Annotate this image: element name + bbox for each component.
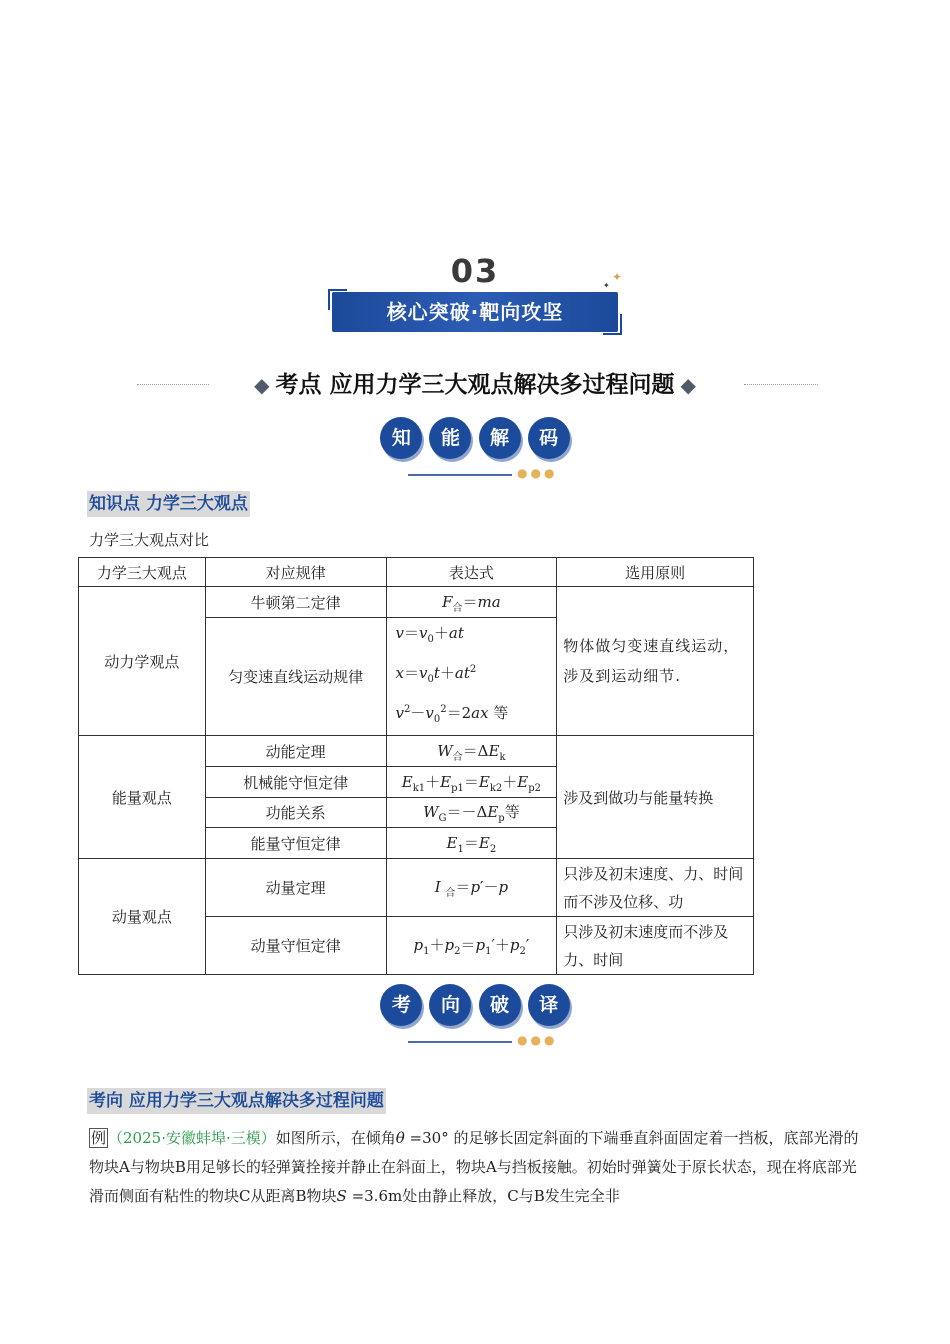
expression: $v=v_0+at$ $x=v_0t+at^2$ $v^2-v_0^2=2ax$ 等 [386, 618, 557, 736]
expression: $E_{k1}+E_{p1}=E_{k2}+E_{p2}$ [386, 767, 557, 798]
topic-title [0, 366, 950, 399]
example-paragraph: 例 （2025·安徽蚌埠·三模）如图所示，在倾角θ =30° 的足够长固定斜面的下端垂直斜面固定着一挡板，底部光滑的物块A与物块B用足够长的轻弹簧拴接并静止在斜面上，物块A与挡板接触。初始时弹簧处于原长状态，现在将底部光滑而侧面有粘性的物块C从距离B物块S =3.6m处由静止释放，C与B发生完全非 [89, 1129, 859, 1205]
expression: $E_1=E_2$ [386, 828, 557, 859]
knowledge-heading: 知识点 力学三大观点 [87, 491, 250, 517]
law-name: 动能定理 [205, 736, 386, 767]
example-label: 例 [91, 1129, 107, 1147]
dots-decoration: ●●● [517, 466, 558, 480]
column-header: 表达式 [386, 558, 557, 587]
law-name: 能量守恒定律 [205, 828, 386, 859]
badge: 破 [479, 984, 521, 1026]
principle: 只涉及初末速度、力、时间而不涉及位移、功 [557, 859, 754, 917]
expression: I $_合$＝p′－p [386, 859, 557, 917]
badge-underline [408, 474, 512, 476]
group-name: 能量观点 [79, 736, 206, 859]
example-source: （2025·安徽蚌埠·三模） [108, 1129, 276, 1147]
section-banner: 核心突破·靶向攻坚 [332, 292, 618, 332]
badge: 考 [380, 984, 422, 1026]
badge: 解 [479, 417, 521, 459]
table-row [79, 736, 754, 767]
column-header: 选用原则 [557, 558, 754, 587]
table-header-row [79, 558, 754, 587]
topic-title-text: 考点 应用力学三大观点解决多过程问题 [275, 372, 675, 398]
badge: 向 [429, 984, 471, 1026]
badge: 码 [528, 417, 570, 459]
table-caption: 力学三大观点对比 [89, 531, 210, 549]
sparkle-icon: ✦ [612, 270, 623, 284]
principle: 物体做匀变速直线运动，涉及到运动细节. [557, 587, 754, 736]
column-header: 力学三大观点 [79, 558, 206, 587]
expression: $p_1+p_2=p_1'+p_2'$ [386, 917, 557, 975]
law-name: 动量守恒定律 [205, 917, 386, 975]
table-row [79, 587, 754, 618]
column-header: 对应规律 [205, 558, 386, 587]
badge: 译 [528, 984, 570, 1026]
section-number: 03 [450, 252, 500, 290]
badge-row-knowledge [0, 417, 950, 459]
principle: 涉及到做功与能量转换 [557, 736, 754, 859]
principle: 只涉及初末速度而不涉及力、时间 [557, 917, 754, 975]
table-row [79, 859, 754, 917]
dots-decoration: ●●● [517, 1033, 558, 1047]
expression: $F_合=ma$ [386, 587, 557, 618]
group-name: 动力学观点 [79, 587, 206, 736]
diamond-icon: ◆ [680, 373, 696, 397]
expression: $W_G=-\Delta E_p$等 [386, 798, 557, 828]
sparkle-icon: ✦ [603, 281, 610, 290]
direction-heading: 考向 应用力学三大观点解决多过程问题 [87, 1088, 386, 1114]
law-name: 匀变速直线运动规律 [205, 618, 386, 736]
badge-underline [408, 1041, 512, 1043]
diamond-icon: ◆ [254, 373, 270, 397]
badge: 知 [380, 417, 422, 459]
law-name: 功能关系 [205, 798, 386, 828]
group-name: 动量观点 [79, 859, 206, 975]
badge: 能 [429, 417, 471, 459]
comparison-table [78, 557, 754, 975]
badge-row-direction [0, 984, 950, 1026]
law-name: 机械能守恒定律 [205, 767, 386, 798]
expression: $W_合=\Delta E_k$ [386, 736, 557, 767]
law-name: 动量定理 [205, 859, 386, 917]
law-name: 牛顿第二定律 [205, 587, 386, 618]
